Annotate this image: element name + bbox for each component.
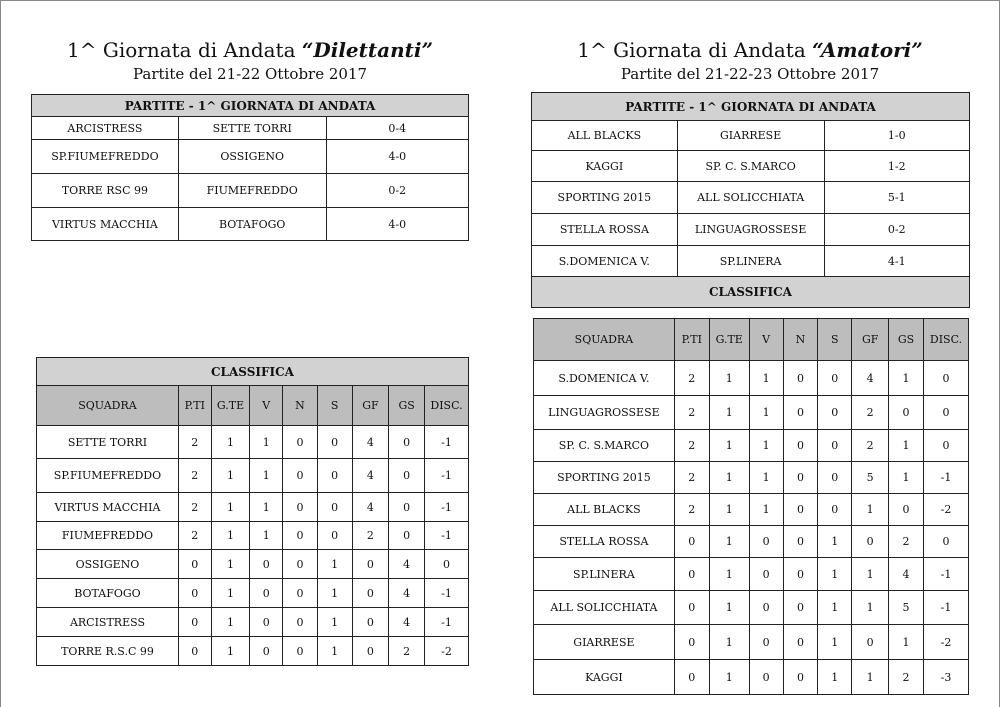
left-subtitle: Partite del 21-22 Ottobre 2017: [132, 65, 368, 83]
stat-cell: 4: [352, 459, 389, 493]
standings-row: [534, 625, 969, 660]
stat-cell: 1: [818, 660, 852, 695]
left-match-row: [32, 140, 469, 174]
stat-cell: 0: [889, 396, 924, 430]
stat-cell: 4: [352, 426, 389, 459]
stat-cell: 0: [178, 637, 211, 666]
team-name-cell: SP. C. S.MARCO: [534, 430, 675, 462]
stat-cell: 0: [178, 579, 211, 608]
stat-cell: 4: [389, 608, 425, 637]
team-name-cell: OSSIGENO: [37, 550, 179, 579]
stat-cell: 1: [709, 494, 749, 526]
stat-cell: 0: [283, 608, 318, 637]
column-header: SQUADRA: [37, 386, 179, 426]
stat-cell: 1: [211, 550, 250, 579]
stat-cell: 2: [889, 660, 924, 695]
stat-cell: 1: [211, 426, 250, 459]
stat-cell: -1: [425, 493, 469, 522]
stat-cell: 0: [283, 550, 318, 579]
stat-cell: 1: [709, 591, 749, 625]
stat-cell: 0: [818, 462, 852, 494]
match-away-team: FIUMEFREDDO: [178, 174, 326, 208]
column-header: GF: [352, 386, 389, 426]
stat-cell: -2: [923, 625, 968, 660]
stat-cell: 1: [749, 462, 783, 494]
column-header: GS: [889, 319, 924, 361]
left-matches-header: PARTITE - 1^ GIORNATA DI ANDATA: [32, 95, 469, 117]
stat-cell: 1: [709, 625, 749, 660]
match-score: 4-1: [824, 246, 969, 277]
stat-cell: 0: [818, 396, 852, 430]
stat-cell: -1: [923, 558, 968, 591]
stat-cell: 1: [889, 361, 924, 396]
stat-cell: 4: [889, 558, 924, 591]
stat-cell: 0: [749, 625, 783, 660]
left-matches-table: [31, 94, 469, 241]
stat-cell: -1: [425, 608, 469, 637]
stat-cell: -2: [923, 494, 968, 526]
stat-cell: 1: [317, 608, 352, 637]
stat-cell: -1: [425, 522, 469, 550]
stat-cell: 1: [889, 430, 924, 462]
stat-cell: 0: [749, 558, 783, 591]
stat-cell: 2: [674, 361, 709, 396]
column-header: S: [818, 319, 852, 361]
stat-cell: 0: [317, 522, 352, 550]
team-name-cell: VIRTUS MACCHIA: [37, 493, 179, 522]
stat-cell: 2: [178, 459, 211, 493]
stat-cell: 0: [783, 660, 818, 695]
stat-cell: 1: [709, 660, 749, 695]
match-away-team: BOTAFOGO: [178, 208, 326, 241]
match-score: 1-2: [824, 151, 969, 182]
stat-cell: 2: [178, 426, 211, 459]
right-match-row: [532, 121, 970, 151]
stat-cell: 0: [389, 493, 425, 522]
team-name-cell: ALL BLACKS: [534, 494, 675, 526]
column-header: G.TE: [211, 386, 250, 426]
stat-cell: 0: [178, 550, 211, 579]
right-subtitle: Partite del 21-22-23 Ottobre 2017: [620, 65, 880, 83]
standings-row: [534, 660, 969, 695]
match-away-team: OSSIGENO: [178, 140, 326, 174]
match-home-team: SP.FIUMEFREDDO: [32, 140, 179, 174]
stat-cell: -1: [425, 426, 469, 459]
stat-cell: 0: [178, 608, 211, 637]
standings-row: [37, 579, 469, 608]
standings-row: [534, 591, 969, 625]
left-standings-header: CLASSIFICA: [37, 358, 469, 386]
stat-cell: 1: [250, 493, 283, 522]
stat-cell: 0: [250, 608, 283, 637]
stat-cell: 1: [852, 591, 889, 625]
column-header: N: [783, 319, 818, 361]
left-title-category: “Dilettanti”: [301, 38, 433, 62]
team-name-cell: GIARRESE: [534, 625, 675, 660]
team-name-cell: LINGUAGROSSESE: [534, 396, 675, 430]
stat-cell: 1: [852, 494, 889, 526]
stat-cell: 1: [317, 550, 352, 579]
stat-cell: 0: [783, 462, 818, 494]
stat-cell: 0: [283, 637, 318, 666]
stat-cell: 0: [852, 625, 889, 660]
column-header: P.TI: [674, 319, 709, 361]
column-header: SQUADRA: [534, 319, 675, 361]
stat-cell: 0: [923, 361, 968, 396]
match-home-team: ALL BLACKS: [532, 121, 678, 151]
stat-cell: 0: [250, 637, 283, 666]
column-header: V: [250, 386, 283, 426]
stat-cell: 1: [709, 396, 749, 430]
stat-cell: 1: [709, 430, 749, 462]
stat-cell: 5: [889, 591, 924, 625]
stat-cell: 0: [749, 591, 783, 625]
standings-row: [37, 608, 469, 637]
column-header: GF: [852, 319, 889, 361]
stat-cell: -2: [425, 637, 469, 666]
standings-row: [534, 526, 969, 558]
right-standings-table: [533, 318, 969, 695]
stat-cell: 2: [674, 494, 709, 526]
match-score: 0-2: [824, 214, 969, 246]
column-header: V: [749, 319, 783, 361]
match-score: 5-1: [824, 182, 969, 214]
team-name-cell: ALL SOLICCHIATA: [534, 591, 675, 625]
left-title-prefix: 1^ Giornata di Andata: [67, 38, 302, 62]
stat-cell: 0: [783, 526, 818, 558]
stat-cell: 0: [283, 579, 318, 608]
column-header: DISC.: [923, 319, 968, 361]
standings-row: [534, 396, 969, 430]
stat-cell: 0: [783, 625, 818, 660]
stat-cell: 0: [352, 550, 389, 579]
standings-row: [37, 637, 469, 666]
team-name-cell: TORRE R.S.C 99: [37, 637, 179, 666]
stat-cell: 0: [749, 526, 783, 558]
stat-cell: -1: [923, 462, 968, 494]
team-name-cell: SETTE TORRI: [37, 426, 179, 459]
match-home-team: SPORTING 2015: [532, 182, 678, 214]
stat-cell: 0: [818, 494, 852, 526]
standings-row: [37, 459, 469, 493]
match-away-team: SETTE TORRI: [178, 117, 326, 140]
team-name-cell: KAGGI: [534, 660, 675, 695]
stat-cell: 1: [818, 558, 852, 591]
left-match-row: [32, 174, 469, 208]
page-border-top: [0, 0, 1000, 1]
standings-row: [534, 558, 969, 591]
standings-row: [534, 462, 969, 494]
stat-cell: 0: [818, 361, 852, 396]
standings-row: [534, 361, 969, 396]
match-score: 4-0: [326, 140, 468, 174]
stat-cell: 0: [923, 396, 968, 430]
stat-cell: 0: [250, 579, 283, 608]
column-header: GS: [389, 386, 425, 426]
stat-cell: 2: [674, 396, 709, 430]
stat-cell: -1: [425, 579, 469, 608]
standings-row: [37, 550, 469, 579]
stat-cell: 4: [389, 579, 425, 608]
stat-cell: 0: [783, 558, 818, 591]
stat-cell: 1: [211, 522, 250, 550]
column-header: N: [283, 386, 318, 426]
stat-cell: 1: [749, 361, 783, 396]
stat-cell: 2: [178, 493, 211, 522]
stat-cell: 0: [389, 426, 425, 459]
stat-cell: 0: [283, 493, 318, 522]
stat-cell: -3: [923, 660, 968, 695]
match-home-team: KAGGI: [532, 151, 678, 182]
stat-cell: 2: [889, 526, 924, 558]
team-name-cell: BOTAFOGO: [37, 579, 179, 608]
match-home-team: TORRE RSC 99: [32, 174, 179, 208]
stat-cell: 0: [783, 591, 818, 625]
column-header: P.TI: [178, 386, 211, 426]
stat-cell: 0: [283, 426, 318, 459]
team-name-cell: S.DOMENICA V.: [534, 361, 675, 396]
stat-cell: 1: [250, 459, 283, 493]
stat-cell: 1: [889, 625, 924, 660]
match-score: 0-4: [326, 117, 468, 140]
column-header: S: [317, 386, 352, 426]
stat-cell: 0: [250, 550, 283, 579]
stat-cell: 2: [389, 637, 425, 666]
left-match-row: [32, 117, 469, 140]
stat-cell: 0: [283, 459, 318, 493]
stat-cell: 0: [674, 591, 709, 625]
stat-cell: 1: [709, 526, 749, 558]
team-name-cell: FIUMEFREDDO: [37, 522, 179, 550]
stat-cell: 0: [923, 430, 968, 462]
stat-cell: 4: [352, 493, 389, 522]
stat-cell: 1: [211, 493, 250, 522]
match-home-team: STELLA ROSSA: [532, 214, 678, 246]
stat-cell: 1: [211, 579, 250, 608]
match-home-team: S.DOMENICA V.: [532, 246, 678, 277]
stat-cell: 1: [889, 462, 924, 494]
match-score: 0-2: [326, 174, 468, 208]
stat-cell: 0: [783, 361, 818, 396]
standings-row: [37, 426, 469, 459]
right-standings-header: CLASSIFICA: [532, 277, 970, 308]
match-home-team: ARCISTRESS: [32, 117, 179, 140]
left-match-row: [32, 208, 469, 241]
stat-cell: 0: [425, 550, 469, 579]
stat-cell: 0: [674, 625, 709, 660]
standings-row: [534, 494, 969, 526]
right-match-row: [532, 182, 970, 214]
stat-cell: 0: [783, 396, 818, 430]
stat-cell: 0: [352, 608, 389, 637]
standings-row: [37, 522, 469, 550]
stat-cell: 0: [389, 522, 425, 550]
stat-cell: 0: [852, 526, 889, 558]
stat-cell: 1: [749, 494, 783, 526]
stat-cell: 1: [818, 625, 852, 660]
stat-cell: 0: [352, 579, 389, 608]
stat-cell: 1: [709, 462, 749, 494]
team-name-cell: SP.FIUMEFREDDO: [37, 459, 179, 493]
stat-cell: 1: [211, 608, 250, 637]
stat-cell: -1: [425, 459, 469, 493]
stat-cell: 1: [250, 426, 283, 459]
stat-cell: 1: [852, 558, 889, 591]
stat-cell: 5: [852, 462, 889, 494]
stat-cell: 2: [674, 462, 709, 494]
match-away-team: ALL SOLICCHIATA: [677, 182, 824, 214]
stat-cell: 4: [389, 550, 425, 579]
right-match-row: [532, 151, 970, 182]
match-away-team: LINGUAGROSSESE: [677, 214, 824, 246]
stat-cell: 0: [352, 637, 389, 666]
stat-cell: 2: [352, 522, 389, 550]
left-standings-table: [36, 357, 469, 666]
stat-cell: 0: [923, 526, 968, 558]
stat-cell: 1: [749, 396, 783, 430]
match-score: 4-0: [326, 208, 468, 241]
page-border-left: [0, 0, 1, 707]
stat-cell: 1: [709, 361, 749, 396]
match-score: 1-0: [824, 121, 969, 151]
stat-cell: 0: [389, 459, 425, 493]
match-away-team: SP.LINERA: [677, 246, 824, 277]
stat-cell: 0: [889, 494, 924, 526]
stat-cell: 2: [852, 396, 889, 430]
match-home-team: VIRTUS MACCHIA: [32, 208, 179, 241]
stat-cell: 0: [674, 558, 709, 591]
team-name-cell: STELLA ROSSA: [534, 526, 675, 558]
stat-cell: 2: [674, 430, 709, 462]
right-match-row: [532, 246, 970, 277]
stat-cell: 2: [852, 430, 889, 462]
stat-cell: 1: [818, 526, 852, 558]
stat-cell: 0: [674, 526, 709, 558]
stat-cell: 1: [211, 637, 250, 666]
stat-cell: 1: [749, 430, 783, 462]
column-header: G.TE: [709, 319, 749, 361]
standings-row: [534, 430, 969, 462]
right-matches-header: PARTITE - 1^ GIORNATA DI ANDATA: [532, 93, 970, 121]
stat-cell: 0: [783, 430, 818, 462]
stat-cell: 0: [749, 660, 783, 695]
team-name-cell: SP.LINERA: [534, 558, 675, 591]
right-title-category: “Amatori”: [812, 38, 923, 62]
right-title: [530, 38, 970, 62]
stat-cell: 0: [317, 493, 352, 522]
stat-cell: 1: [211, 459, 250, 493]
team-name-cell: ARCISTRESS: [37, 608, 179, 637]
stat-cell: 1: [818, 591, 852, 625]
column-header: DISC.: [425, 386, 469, 426]
stat-cell: 0: [674, 660, 709, 695]
match-away-team: SP. C. S.MARCO: [677, 151, 824, 182]
left-title: [30, 38, 470, 62]
right-title-prefix: 1^ Giornata di Andata: [577, 38, 813, 62]
right-match-row: [532, 214, 970, 246]
right-matches-table: [531, 92, 970, 308]
stat-cell: 0: [818, 430, 852, 462]
stat-cell: 2: [178, 522, 211, 550]
stat-cell: 1: [709, 558, 749, 591]
team-name-cell: SPORTING 2015: [534, 462, 675, 494]
stat-cell: 0: [317, 459, 352, 493]
stat-cell: 1: [852, 660, 889, 695]
stat-cell: -1: [923, 591, 968, 625]
standings-row: [37, 493, 469, 522]
match-away-team: GIARRESE: [677, 121, 824, 151]
stat-cell: 0: [317, 426, 352, 459]
stat-cell: 4: [852, 361, 889, 396]
stat-cell: 1: [250, 522, 283, 550]
stat-cell: 0: [783, 494, 818, 526]
stat-cell: 0: [283, 522, 318, 550]
stat-cell: 1: [317, 579, 352, 608]
stat-cell: 1: [317, 637, 352, 666]
